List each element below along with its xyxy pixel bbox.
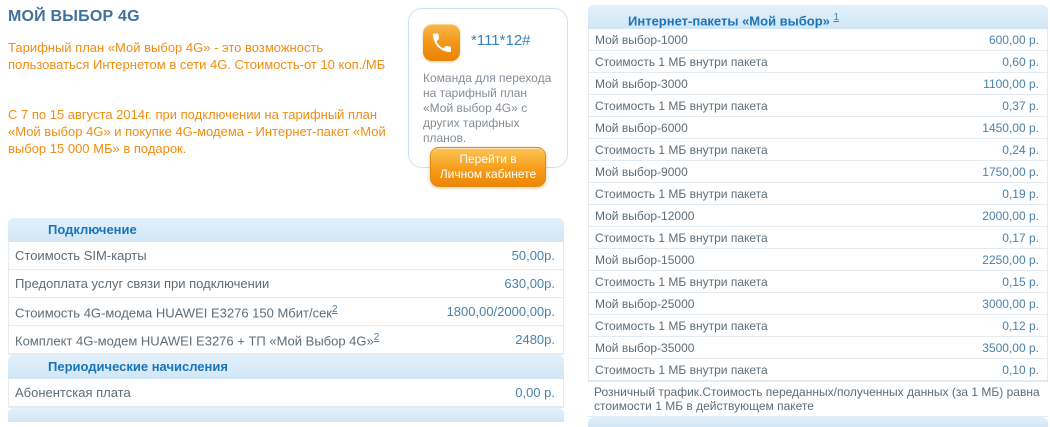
footnote-link[interactable]: 1 xyxy=(833,12,840,23)
ussd-description: Команда для перехода на тарифный план «Мой выбор 4G» с других тарифных планов. xyxy=(423,71,552,145)
row-value: 1750,00 р. xyxy=(982,164,1039,179)
row-label: Стоимость 1 МБ внутри пакета xyxy=(595,98,768,113)
button-label-line2: Личном кабинете xyxy=(439,167,537,181)
row-label: Стоимость 1 МБ внутри пакета xyxy=(595,318,768,333)
row-label: Мой выбор-6000 xyxy=(595,120,688,135)
promo-text: С 7 по 15 августа 2014г. при подключении на тарифный план «Мой выбор 4G» и покупке 4G-модема - Интернет-пакет «Мой выбор 15 000 МБ» в подарок. xyxy=(8,107,386,156)
periodic-table-body xyxy=(8,379,564,408)
table-row xyxy=(589,117,1047,139)
row-label: Абонентская плата xyxy=(15,385,131,400)
packages-table-body xyxy=(588,29,1048,382)
table-row xyxy=(589,51,1047,73)
table-row xyxy=(589,359,1047,381)
table-row xyxy=(589,249,1047,271)
row-value: 50,00р. xyxy=(511,248,555,263)
table-row xyxy=(589,95,1047,117)
row-label: Мой выбор-15000 xyxy=(595,252,695,267)
row-label: Комплект 4G-модем HUAWEI E3276 + ТП «Мой Выбор 4G»$^2$ xyxy=(15,331,380,349)
row-label: Стоимость 1 МБ внутри пакета xyxy=(595,230,768,245)
row-label: Мой выбор-3000 xyxy=(595,76,688,91)
ussd-code: *111*12# xyxy=(471,32,531,49)
row-value: 2250,00 р. xyxy=(982,252,1039,267)
table-footer-strip xyxy=(588,417,1048,427)
row-label: Мой выбор-1000 xyxy=(595,32,688,47)
table-row xyxy=(589,73,1047,95)
retail-traffic-note: Розничный трафик.Стоимость переданных/полученных данных (за 1 МБ) равна стоимости 1 МБ в действующем пакете xyxy=(588,382,1048,417)
packages-table-header xyxy=(588,5,1048,29)
table-row xyxy=(589,293,1047,315)
row-value: 0,37 р. xyxy=(1002,98,1039,113)
row-label: Стоимость SIM-карты xyxy=(15,248,147,263)
tariff-intro-text: Тарифный план «Мой выбор 4G» - это возможность пользоваться Интернетом в сети 4G. Стоимость-от 10 коп./МБ xyxy=(8,40,386,72)
row-value: 1450,00 р. xyxy=(982,120,1039,135)
table-row xyxy=(589,337,1047,359)
table-row xyxy=(9,379,563,407)
row-label: Стоимость 1 МБ внутри пакета xyxy=(595,54,768,69)
table-row xyxy=(9,242,563,270)
row-value: 3000,00 р. xyxy=(982,296,1039,311)
phone-icon xyxy=(423,24,460,61)
row-value: 2000,00 р. xyxy=(982,208,1039,223)
table-row xyxy=(9,270,563,298)
footnote-link[interactable]: 2 xyxy=(373,331,380,343)
row-value: 2480р. xyxy=(515,332,555,347)
row-value: 0,15 р. xyxy=(1002,274,1039,289)
row-value: 0,19 р. xyxy=(1002,186,1039,201)
internet-packages-section xyxy=(588,5,1048,427)
page-title: МОЙ ВЫБОР 4G xyxy=(8,8,140,25)
ussd-card xyxy=(408,8,568,181)
personal-cabinet-button[interactable] xyxy=(430,147,546,187)
table-row xyxy=(589,227,1047,249)
row-value: 0,12 р. xyxy=(1002,318,1039,333)
row-value: 600,00 р. xyxy=(988,32,1039,47)
row-value: 1800,00/2000,00р. xyxy=(446,304,555,319)
table-row xyxy=(589,205,1047,227)
table-row xyxy=(589,29,1047,51)
table-row xyxy=(589,161,1047,183)
row-label: Мой выбор-9000 xyxy=(595,164,688,179)
row-label: Стоимость 1 МБ внутри пакета xyxy=(595,362,768,377)
table-row xyxy=(589,183,1047,205)
row-value: 0,17 р. xyxy=(1002,230,1039,245)
row-value: 3500,00 р. xyxy=(982,340,1039,355)
table-row xyxy=(589,315,1047,337)
button-label-line1: Перейти в xyxy=(459,152,517,166)
table-row xyxy=(589,139,1047,161)
row-label: Предоплата услуг связи при подключении xyxy=(15,276,270,291)
connection-table-header: Подключение xyxy=(8,218,564,242)
row-value: 0,00 р. xyxy=(515,385,555,400)
row-label: Мой выбор-35000 xyxy=(595,340,695,355)
row-value: 0,10 р. xyxy=(1002,362,1039,377)
table-row xyxy=(9,326,563,354)
table-row xyxy=(9,298,563,326)
periodic-table-header: Периодические начисления xyxy=(8,355,564,379)
row-value: 0,24 р. xyxy=(1002,142,1039,157)
packages-table-header-text: Интернет-пакеты «Мой выбор» xyxy=(628,13,830,29)
connection-section xyxy=(8,218,564,422)
row-label: Стоимость 1 МБ внутри пакета xyxy=(595,186,768,201)
row-value: 1100,00 р. xyxy=(983,76,1039,91)
row-label: Мой выбор-12000 xyxy=(595,208,695,223)
row-value: 630,00р. xyxy=(504,276,555,291)
footnote-link[interactable]: 2 xyxy=(332,303,338,315)
row-label: Стоимость 1 МБ внутри пакета xyxy=(595,142,768,157)
row-value: 0,60 р. xyxy=(1002,54,1039,69)
connection-table-body xyxy=(8,242,564,355)
row-label: Мой выбор-25000 xyxy=(595,296,695,311)
table-row xyxy=(589,271,1047,293)
row-label: Стоимость 1 МБ внутри пакета xyxy=(595,274,768,289)
row-label: Стоимость 4G-модема HUAWEI E3276 150 Мбит/сек$^2$ xyxy=(15,303,338,321)
